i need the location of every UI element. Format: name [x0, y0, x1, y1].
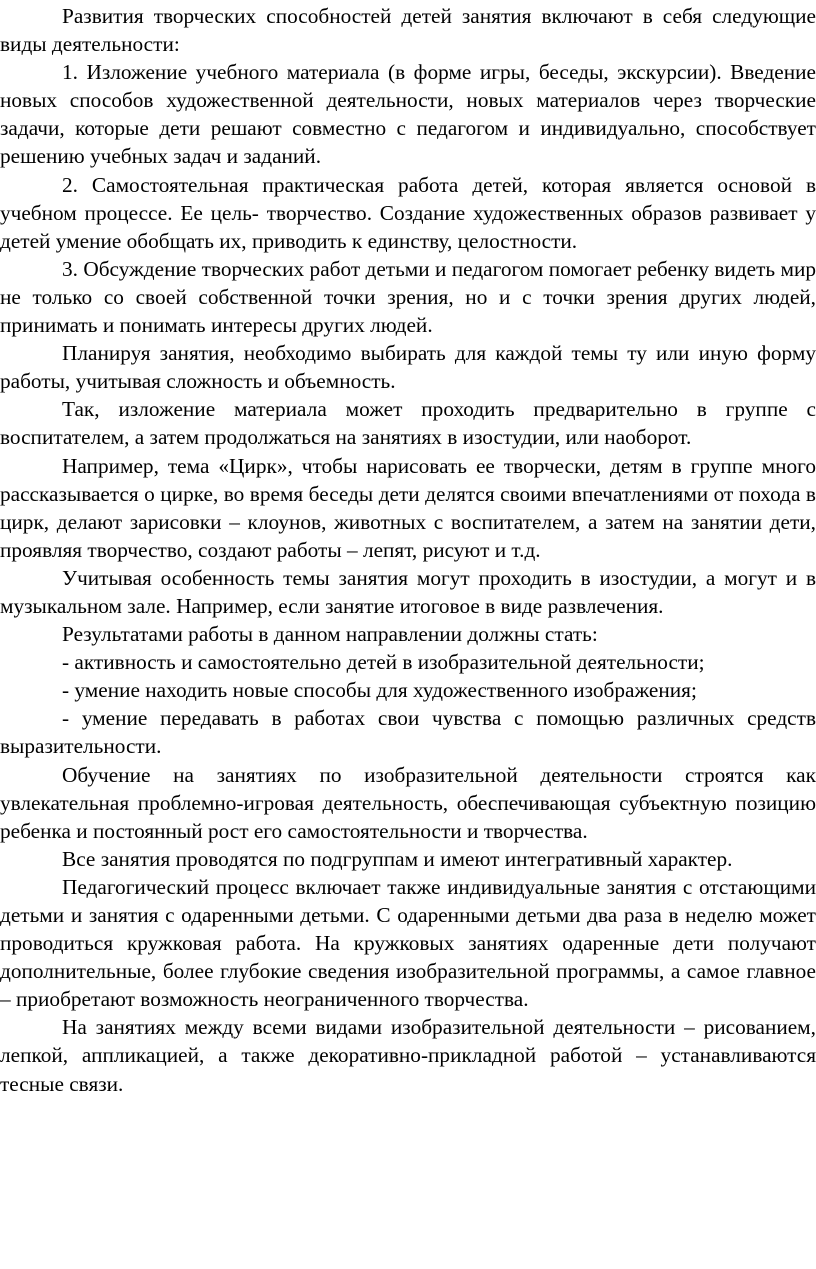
paragraph-planning: Планируя занятия, необходимо выбирать для каждой темы ту или иную форму работы, учитывая сложность и объемность.: [0, 341, 816, 394]
paragraph-learning: Обучение на занятиях по изобразительной деятельности строятся как увлекательная проблемно-игровая деятельность, обеспечивающая субъектную позицию ребенка и постоянный рост его самостоятельности и творчества.: [0, 762, 816, 843]
paragraph-item-1: 1. Изложение учебного материала (в форме игры, беседы, экскурсии). Введение новых способов художественной деятельности, новых материалов через творческие задачи, которые дети решают совместно с педагогом и индивидуально, способствует решению учебных задач и заданий.: [0, 60, 816, 169]
list-item-new-methods: - умение находить новые способы для художественного изображения;: [62, 678, 697, 703]
paragraph-item-3: 3. Обсуждение творческих работ детьми и педагогом помогает ребенку видеть мир не только со своей собственной точки зрения, но и с точки зрения других людей, принимать и понимать интересы других людей.: [0, 256, 816, 338]
list-item-activity: - активность и самостоятельно детей в изобразительной деятельности;: [62, 650, 705, 675]
paragraph-item-2: 2. Самостоятельная практическая работа детей, которая является основой в учебном процессе. Ее цель- творчество. Создание художественных образов развивает у детей умение обобщать их, приводить к единству, целостности.: [0, 172, 816, 253]
paragraph-individual-lessons: Педагогический процесс включает также индивидуальные занятия с отстающими детьми и занятия с одаренными детьми. С одаренными детьми два раза в неделю может проводиться кружковая работа. На кружковых занятиях одаренные дети получают дополнительные, более глубокие сведения изобразительной программы, а самое главное – приобретают возможность неограниченного творчества.: [0, 874, 816, 1012]
paragraph-connections: На занятиях между всеми видами изобразительной деятельности – рисованием, лепкой, аппликацией, а также декоративно-прикладной работой – устанавливаются тесные связи.: [0, 1015, 816, 1096]
paragraph-venue: Учитывая особенность темы занятия могут проходить в изостудии, а могут и в музыкальном зале. Например, если занятие итоговое в виде развлечения.: [0, 565, 816, 618]
paragraph-intro: Развития творческих способностей детей занятия включают в себя следующие виды деятельности:: [0, 4, 816, 57]
paragraph-material-presentation: Так, изложение материала может проходить предварительно в группе с воспитателем, а затем продолжаться на занятиях в изостудии, или наоборот.: [0, 397, 816, 450]
paragraph-results-intro: Результатами работы в данном направлении должны стать:: [62, 622, 598, 647]
paragraph-circus-example: Например, тема «Цирк», чтобы нарисовать ее творчески, детям в группе много рассказывается о цирке, во время беседы дети делятся своими впечатлениями от похода в цирк, делают зарисовки – клоунов, животных с воспитателем, а затем на занятии дети, проявляя творчество, создают работы – лепят, рисуют и т.д.: [0, 453, 816, 562]
paragraph-subgroups: Все занятия проводятся по подгруппам и имеют интегративный характер.: [62, 846, 733, 871]
list-item-feelings: - умение передавать в работах свои чувства с помощью различных средств выразительности.: [0, 706, 816, 759]
